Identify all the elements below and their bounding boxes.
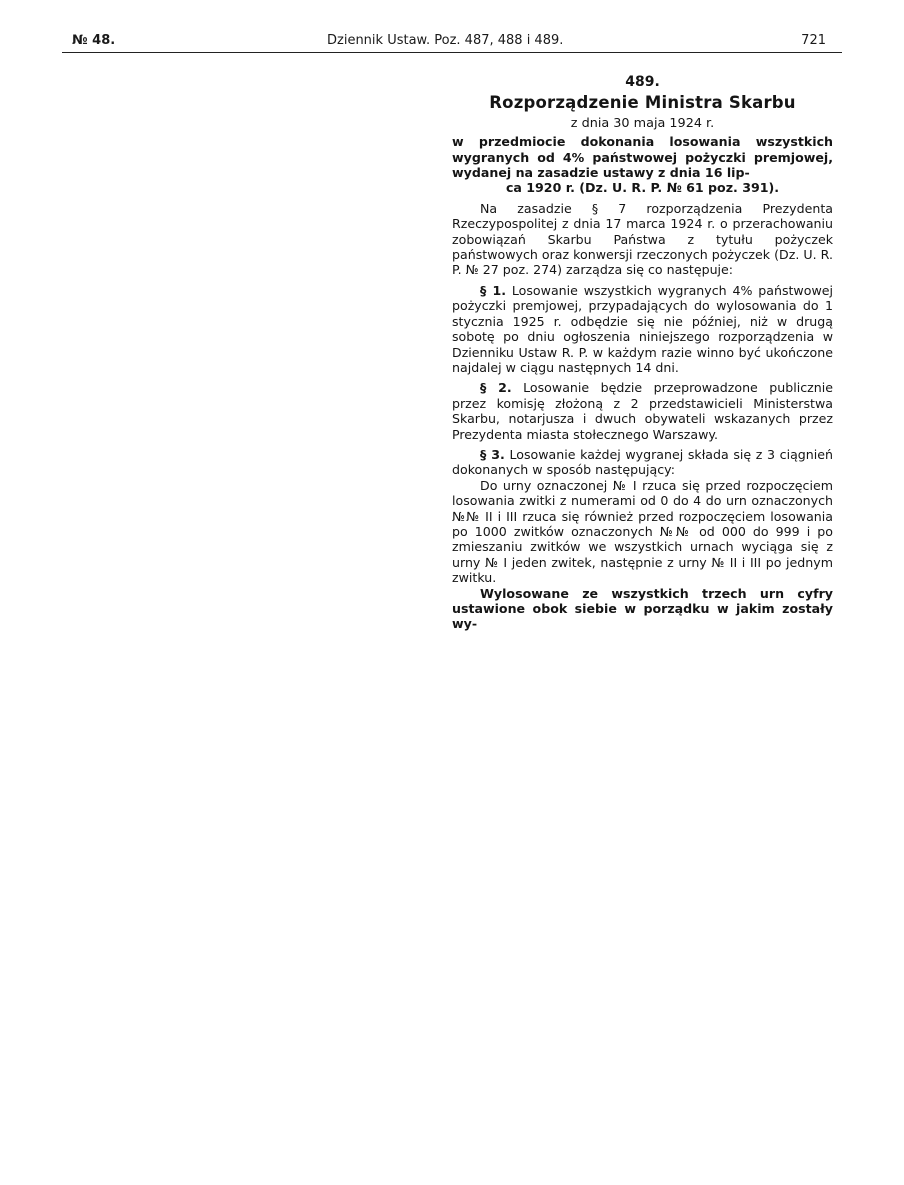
section-label: § 3. (480, 446, 505, 462)
paragraph-urns: Do urny oznaczonej № I rzuca się przed rozpoczęciem losowania zwitki z numerami od 0 do 4 do urn oznaczonych №№ II i III rzuca się również przed rozpoczęciem losowania po 1000 zwitków oznaczonych №№ od 000 do 999 i po zmieszaniu zwitków we wszystkich urnach wyciąga się z urny № I jeden zwitek, następnie z urny № II i III po jednym zwitku. (452, 477, 833, 586)
section-text: Losowanie wszystkich wygranych 4% państwowej pożyczki premjowej, przypadających do wylosowania do 1 stycznia 1925 r. odbędzie się nie później, niż w drugą sobotę po dniu ogłoszenia niniejszego rozporządzenia w Dzienniku Ustaw R. P. w każdym razie winno być ukończone najdalej w ciągu następnych 14 dni. (452, 282, 833, 375)
subject-text-last: ca 1920 r. (Dz. U. R. P. № 61 poz. 391). (505, 180, 780, 196)
document-column (452, 70, 833, 637)
journal-reference: Dziennik Ustaw. Poz. 487, 488 i 489. (327, 33, 564, 48)
document-subject (452, 134, 833, 196)
section-1 (452, 283, 833, 375)
page-header (62, 30, 834, 52)
preamble: Na zasadzie § 7 rozporządzenia Prezydenta Rzeczypospolitej z dnia 17 marca 1924 r. o przerachowaniu zobowiązań Skarbu Państwa z tytułu pożyczek państwowych oraz konwersji rzeczonych pożyczek (Dz. U. R. P. № 27 poz. 274) zarządza się co następuje: (452, 200, 833, 278)
issue-number: № 48. (72, 33, 116, 48)
document-title: Rozporządzenie Ministra Skarbu (489, 93, 796, 113)
section-2 (452, 380, 833, 442)
section-text: Losowanie będzie przeprowadzone publicznie przez komisję złożoną z 2 przedstawicieli Ministerstwa Skarbu, notarjusza i dwuch obywateli wskazanych przez Prezydenta miasta stołecznego Warszawy. (452, 380, 833, 442)
paragraph-last: Wylosowane ze wszystkich trzech urn cyfry ustawione obok siebie w porządku w jakim zostały wy- (452, 585, 833, 632)
header-rule (62, 52, 842, 53)
document-number: 489. (625, 74, 660, 90)
subject-text: w przedmiocie dokonania losowania wszystkich wygranych od 4% państwowej pożyczki premjowej, wydanej na zasadzie ustawy z dnia 16 lip- (452, 134, 833, 181)
section-label: § 1. (480, 282, 507, 298)
section-text: Losowanie każdej wygranej składa się z 3 ciągnień dokonanych w sposób następujący: (452, 446, 833, 478)
section-label: § 2. (480, 380, 512, 396)
document-date: z dnia 30 maja 1924 r. (570, 115, 715, 131)
page-number: 721 (801, 33, 826, 48)
section-3 (452, 447, 833, 478)
